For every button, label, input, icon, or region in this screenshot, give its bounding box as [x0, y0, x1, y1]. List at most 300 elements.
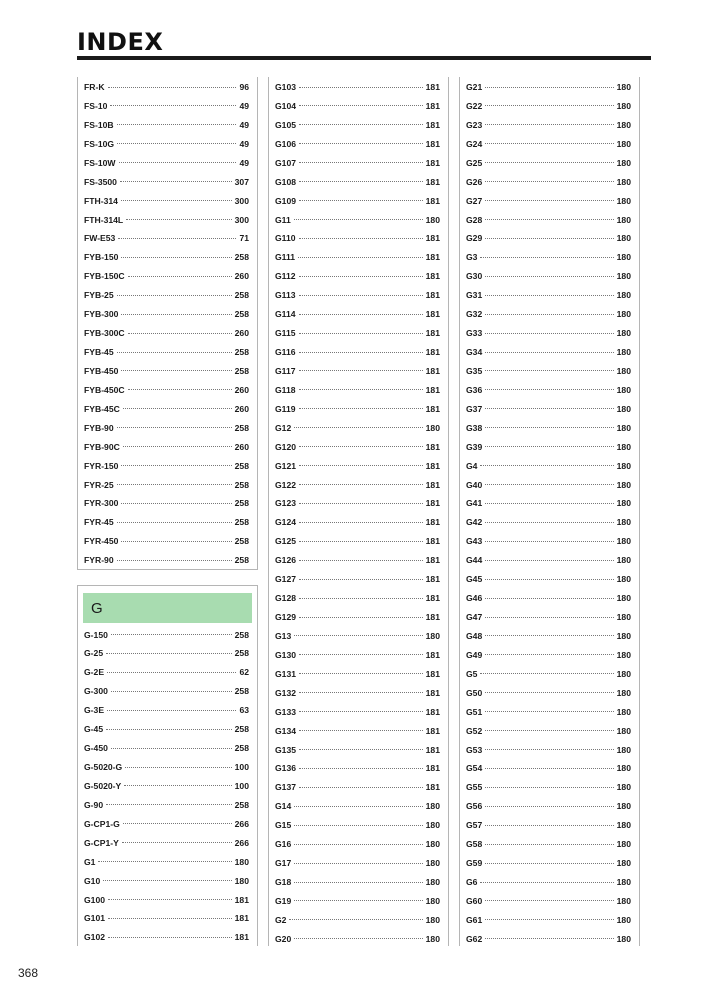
index-entry	[466, 929, 631, 948]
index-entry-page: 100	[234, 780, 249, 791]
index-entry-name: G34	[466, 347, 483, 358]
index-entry	[84, 758, 249, 777]
index-entry	[466, 494, 631, 513]
index-entry	[275, 286, 440, 305]
index-entry-page: 258	[234, 365, 249, 376]
index-entry-page: 180	[234, 856, 249, 867]
dot-leader	[299, 484, 423, 485]
index-entry-page: 258	[234, 686, 249, 697]
index-entry-name: G43	[466, 536, 483, 547]
index-entry-page: 181	[425, 649, 440, 660]
index-entry	[466, 816, 631, 835]
index-entry	[84, 909, 249, 928]
dot-leader	[294, 882, 422, 883]
index-entry	[84, 172, 249, 191]
index-entry-name: G45	[466, 574, 483, 585]
dot-leader	[480, 465, 613, 466]
dot-leader	[299, 87, 423, 88]
index-entry-page: 181	[234, 932, 249, 943]
index-entry-page: 180	[425, 801, 440, 812]
dot-leader	[485, 446, 613, 447]
dot-leader	[294, 825, 422, 826]
index-entry-page: 258	[234, 309, 249, 320]
index-entry	[275, 380, 440, 399]
index-entry-page: 180	[616, 498, 631, 509]
index-entry-name: G55	[466, 782, 483, 793]
index-entry-page: 260	[234, 403, 249, 414]
index-entry	[466, 248, 631, 267]
dot-leader	[485, 162, 613, 163]
index-entry	[84, 871, 249, 890]
index-entry	[466, 645, 631, 664]
index-entry-page: 180	[425, 630, 440, 641]
index-entry-page: 180	[616, 858, 631, 869]
index-entry-name: G40	[466, 479, 483, 490]
index-entry-name: G114	[275, 309, 296, 320]
index-entry	[84, 305, 249, 324]
index-entry-name: G1	[84, 856, 96, 867]
index-entry-name: G119	[275, 403, 296, 414]
dot-leader	[117, 560, 232, 561]
index-entry	[275, 740, 440, 759]
index-entry-name: G-CP1-Y	[84, 837, 119, 848]
dot-leader	[299, 711, 423, 712]
index-entry-name: FS-10G	[84, 138, 115, 149]
index-entry	[84, 418, 249, 437]
dot-leader	[111, 691, 232, 692]
index-entry-page: 180	[616, 403, 631, 414]
index-entry	[275, 305, 440, 324]
dot-leader	[128, 276, 232, 277]
page-title: INDEX	[77, 28, 164, 56]
index-entry-name: G24	[466, 138, 483, 149]
dot-leader	[485, 427, 613, 428]
index-entry-page: 180	[616, 195, 631, 206]
index-entry-name: G107	[275, 157, 297, 168]
dot-leader	[108, 899, 232, 900]
index-entry	[84, 532, 249, 551]
dot-leader	[299, 181, 423, 182]
dot-leader	[299, 238, 423, 239]
index-entry-name: FYR-25	[84, 479, 114, 490]
index-entry	[466, 683, 631, 702]
index-entry	[466, 399, 631, 418]
index-entry-page: 181	[425, 328, 440, 339]
index-entry-name: G46	[466, 593, 483, 604]
index-entry-page: 260	[234, 271, 249, 282]
index-entry	[84, 437, 249, 456]
index-entry	[275, 702, 440, 721]
index-entry	[84, 191, 249, 210]
index-entry-page: 258	[234, 347, 249, 358]
index-entry-page: 180	[616, 574, 631, 585]
index-entry	[275, 361, 440, 380]
index-entry-name: G133	[275, 706, 297, 717]
index-entry	[84, 134, 249, 153]
index-entry-page: 258	[234, 290, 249, 301]
index-entry-name: G102	[84, 932, 106, 943]
index-entry	[275, 172, 440, 191]
index-entry-page: 181	[425, 100, 440, 111]
index-entry	[466, 210, 631, 229]
dot-leader	[485, 749, 613, 750]
index-entry-name: FYR-450	[84, 536, 119, 547]
index-entry	[466, 96, 631, 115]
index-entry	[84, 286, 249, 305]
dot-leader	[121, 257, 231, 258]
index-entry-page: 180	[616, 555, 631, 566]
index-entry	[84, 625, 249, 644]
dot-leader	[118, 238, 236, 239]
index-entry-name: FYR-90	[84, 555, 114, 566]
index-entry	[466, 721, 631, 740]
index-entry-page: 180	[616, 763, 631, 774]
dot-leader	[485, 806, 613, 807]
index-entry-name: G19	[275, 895, 292, 906]
dot-leader	[294, 844, 422, 845]
dot-leader	[485, 503, 613, 504]
index-entry-page: 180	[425, 914, 440, 925]
index-entry-page: 181	[425, 290, 440, 301]
index-entry-page: 180	[425, 422, 440, 433]
dot-leader	[294, 938, 422, 939]
index-entry	[275, 891, 440, 910]
index-entry-page: 181	[425, 403, 440, 414]
index-entry-name: G28	[466, 214, 483, 225]
index-entry-page: 180	[616, 119, 631, 130]
index-entry-page: 258	[234, 252, 249, 263]
index-entry-name: FYB-300C	[84, 328, 125, 339]
index-entry-name: FYB-300	[84, 309, 119, 320]
index-entry-name: G60	[466, 895, 483, 906]
index-entry-page: 181	[425, 271, 440, 282]
index-entry-name: FW-E53	[84, 233, 116, 244]
index-entry	[275, 78, 440, 97]
dot-leader	[121, 200, 232, 201]
index-entry	[275, 645, 440, 664]
index-entry-page: 180	[425, 895, 440, 906]
index-entry-name: G122	[275, 479, 297, 490]
index-entry-name: G13	[275, 630, 292, 641]
dot-leader	[120, 181, 232, 182]
index-entry	[466, 153, 631, 172]
index-entry-page: 181	[425, 782, 440, 793]
index-entry-name: FYR-300	[84, 498, 119, 509]
index-entry-name: G17	[275, 858, 292, 869]
index-entry	[466, 891, 631, 910]
index-entry-name: G135	[275, 744, 297, 755]
index-entry-name: G105	[275, 119, 297, 130]
index-entry-name: G44	[466, 555, 483, 566]
index-entry	[84, 776, 249, 795]
index-entry-name: G106	[275, 138, 297, 149]
index-entry-page: 180	[616, 157, 631, 168]
index-entry	[84, 210, 249, 229]
index-entry-page: 181	[425, 365, 440, 376]
dot-leader	[299, 465, 423, 466]
dot-leader	[108, 918, 232, 919]
index-entry	[466, 910, 631, 929]
index-entry	[466, 78, 631, 97]
dot-leader	[121, 370, 231, 371]
dot-leader	[107, 672, 236, 673]
index-entry-page: 180	[616, 271, 631, 282]
index-entry-page: 180	[425, 877, 440, 888]
dot-leader	[123, 408, 232, 409]
index-entry-page: 180	[616, 347, 631, 358]
dot-leader	[125, 767, 231, 768]
index-entry	[275, 778, 440, 797]
index-entry-page: 180	[616, 422, 631, 433]
index-entry-name: FYB-450C	[84, 384, 125, 395]
dot-leader	[485, 692, 613, 693]
index-entry	[84, 682, 249, 701]
index-entry-page: 180	[616, 252, 631, 263]
dot-leader	[299, 654, 423, 655]
index-entry	[466, 532, 631, 551]
index-entry	[84, 513, 249, 532]
index-entry-page: 180	[616, 593, 631, 604]
dot-leader	[117, 522, 232, 523]
index-entry-name: G11	[275, 214, 291, 225]
index-entry-page: 181	[425, 612, 440, 623]
index-entry	[466, 115, 631, 134]
index-entry-name: G115	[275, 328, 296, 339]
index-entry-name: G120	[275, 441, 297, 452]
index-entry-page: 180	[425, 839, 440, 850]
dot-leader	[299, 673, 423, 674]
index-entry-name: G33	[466, 328, 483, 339]
dot-leader	[299, 124, 423, 125]
index-entry-page: 180	[616, 214, 631, 225]
index-entry	[84, 890, 249, 909]
index-entry-name: G117	[275, 365, 296, 376]
index-entry-name: G2	[275, 914, 287, 925]
dot-leader	[485, 295, 613, 296]
dot-leader	[485, 919, 613, 920]
index-entry	[275, 494, 440, 513]
index-entry-name: G32	[466, 309, 483, 320]
index-entry-page: 100	[234, 762, 249, 772]
index-entry-name: G125	[275, 536, 297, 547]
index-entry-name: G-CP1-G	[84, 818, 120, 829]
index-entry-name: G136	[275, 763, 297, 774]
dot-leader	[298, 257, 423, 258]
index-entry	[84, 663, 249, 682]
index-entry-name: G56	[466, 801, 483, 812]
index-entry-page: 49	[239, 138, 249, 149]
index-entry-name: G-25	[84, 648, 104, 659]
index-entry	[466, 873, 631, 892]
index-entry-page: 180	[425, 214, 440, 225]
index-entry-page: 181	[425, 384, 440, 395]
dot-leader	[485, 200, 613, 201]
index-entry-name: G110	[275, 233, 296, 244]
index-entry-name: G103	[275, 82, 297, 92]
index-entry-name: G-90	[84, 799, 104, 810]
index-entry	[84, 475, 249, 494]
index-entry-page: 181	[425, 252, 440, 263]
index-entry-name: FYB-150C	[84, 271, 125, 282]
index-entry	[466, 626, 631, 645]
index-entry-page: 71	[239, 233, 249, 244]
dot-leader	[485, 408, 613, 409]
dot-leader	[299, 541, 423, 542]
index-entry-page: 181	[425, 706, 440, 717]
index-entry	[84, 720, 249, 739]
index-entry-name: G104	[275, 100, 297, 111]
index-entry-page: 181	[425, 157, 440, 168]
dot-leader	[485, 370, 613, 371]
index-entry	[466, 380, 631, 399]
dot-leader	[485, 484, 613, 485]
dot-leader	[485, 768, 613, 769]
index-entry	[84, 229, 249, 248]
index-entry	[84, 399, 249, 418]
dot-leader	[485, 105, 613, 106]
index-entry-page: 180	[616, 460, 631, 471]
dot-leader	[110, 105, 236, 106]
index-entry	[275, 835, 440, 854]
index-entry-page: 180	[616, 384, 631, 395]
index-entry-name: G111	[275, 252, 296, 263]
index-entry	[275, 475, 440, 494]
index-entry	[466, 134, 631, 153]
index-entry	[84, 701, 249, 720]
index-entry-name: G23	[466, 119, 483, 130]
dot-leader	[485, 711, 613, 712]
title-underline	[77, 56, 651, 60]
index-entry-page: 260	[234, 328, 249, 339]
dot-leader	[121, 503, 231, 504]
index-entry-page: 180	[616, 100, 631, 111]
index-entry-name: G31	[466, 290, 483, 301]
dot-leader	[485, 654, 613, 655]
dot-leader	[294, 219, 423, 220]
dot-leader	[480, 257, 613, 258]
index-entry	[466, 475, 631, 494]
index-entry-page: 180	[616, 820, 631, 831]
index-entry-page: 181	[425, 195, 440, 206]
index-entry	[275, 910, 440, 929]
index-entry	[275, 248, 440, 267]
index-entry-page: 258	[234, 724, 249, 735]
index-entry-name: G15	[275, 820, 292, 831]
dot-leader	[106, 653, 232, 654]
index-entry-name: G124	[275, 517, 297, 528]
index-entry-name: G137	[275, 782, 297, 793]
index-entry-name: FYB-90C	[84, 441, 120, 452]
index-entry	[84, 361, 249, 380]
index-entry	[275, 721, 440, 740]
index-entry	[275, 664, 440, 683]
dot-leader	[294, 863, 422, 864]
index-entry	[275, 324, 440, 343]
index-entry-name: G112	[275, 271, 296, 282]
index-entry	[84, 153, 249, 172]
dot-leader	[485, 541, 613, 542]
index-entry-name: G101	[84, 913, 106, 924]
dot-leader	[119, 162, 237, 163]
dot-leader	[485, 787, 613, 788]
index-entry-name: G26	[466, 176, 483, 187]
index-entry	[466, 589, 631, 608]
index-entry-page: 180	[616, 138, 631, 149]
index-entry-name: G21	[466, 82, 483, 92]
index-entry-name: G126	[275, 555, 297, 566]
index-entry-page: 258	[234, 498, 249, 509]
index-entry	[275, 797, 440, 816]
index-entry-page: 258	[234, 536, 249, 547]
index-entry-name: FYB-90	[84, 422, 114, 433]
index-entry	[275, 532, 440, 551]
index-entry-page: 181	[234, 913, 249, 924]
dot-leader	[103, 880, 231, 881]
index-entry-name: G108	[275, 176, 297, 187]
index-entry-name: G47	[466, 612, 483, 623]
index-entry	[84, 96, 249, 115]
index-entry-name: FTH-314	[84, 195, 118, 206]
index-entry	[466, 664, 631, 683]
index-entry-page: 181	[425, 517, 440, 528]
index-entry-page: 180	[616, 612, 631, 623]
dot-leader	[299, 200, 423, 201]
index-entry-name: G5	[466, 668, 478, 679]
index-entry-name: G-5020-G	[84, 762, 123, 772]
dot-leader	[299, 692, 423, 693]
dot-leader	[485, 730, 613, 731]
index-entry-page: 181	[425, 441, 440, 452]
index-entry	[466, 418, 631, 437]
dot-leader	[299, 768, 423, 769]
index-entry-page: 180	[616, 895, 631, 906]
index-entry	[466, 305, 631, 324]
index-entry-name: FYR-45	[84, 517, 114, 528]
dot-leader	[485, 314, 613, 315]
dot-leader	[289, 919, 422, 920]
index-entry-name: G-45	[84, 724, 104, 735]
dot-leader	[485, 219, 613, 220]
index-entry-page: 180	[616, 328, 631, 339]
index-entry-name: G131	[275, 668, 297, 679]
index-entry-page: 258	[234, 555, 249, 566]
index-entry-name: FYR-150	[84, 460, 119, 471]
index-entry-name: G54	[466, 763, 483, 774]
dot-leader	[124, 785, 231, 786]
dot-leader	[117, 352, 232, 353]
index-entry-name: G62	[466, 933, 483, 944]
dot-leader	[299, 314, 423, 315]
dot-leader	[485, 276, 613, 277]
dot-leader	[299, 503, 423, 504]
index-entry-page: 180	[425, 933, 440, 944]
index-entry-name: G18	[275, 877, 292, 888]
index-entry	[466, 343, 631, 362]
index-entry-page: 180	[616, 914, 631, 925]
index-entry	[275, 418, 440, 437]
dot-leader	[108, 87, 237, 88]
index-entry-page: 180	[616, 725, 631, 736]
dot-leader	[294, 806, 422, 807]
index-entry	[466, 551, 631, 570]
index-entry-name: G-150	[84, 629, 108, 640]
index-entry-name: G52	[466, 725, 483, 736]
dot-leader	[485, 389, 613, 390]
dot-leader	[299, 560, 423, 561]
index-entry	[275, 608, 440, 627]
dot-leader	[121, 314, 231, 315]
index-entry-page: 180	[425, 820, 440, 831]
